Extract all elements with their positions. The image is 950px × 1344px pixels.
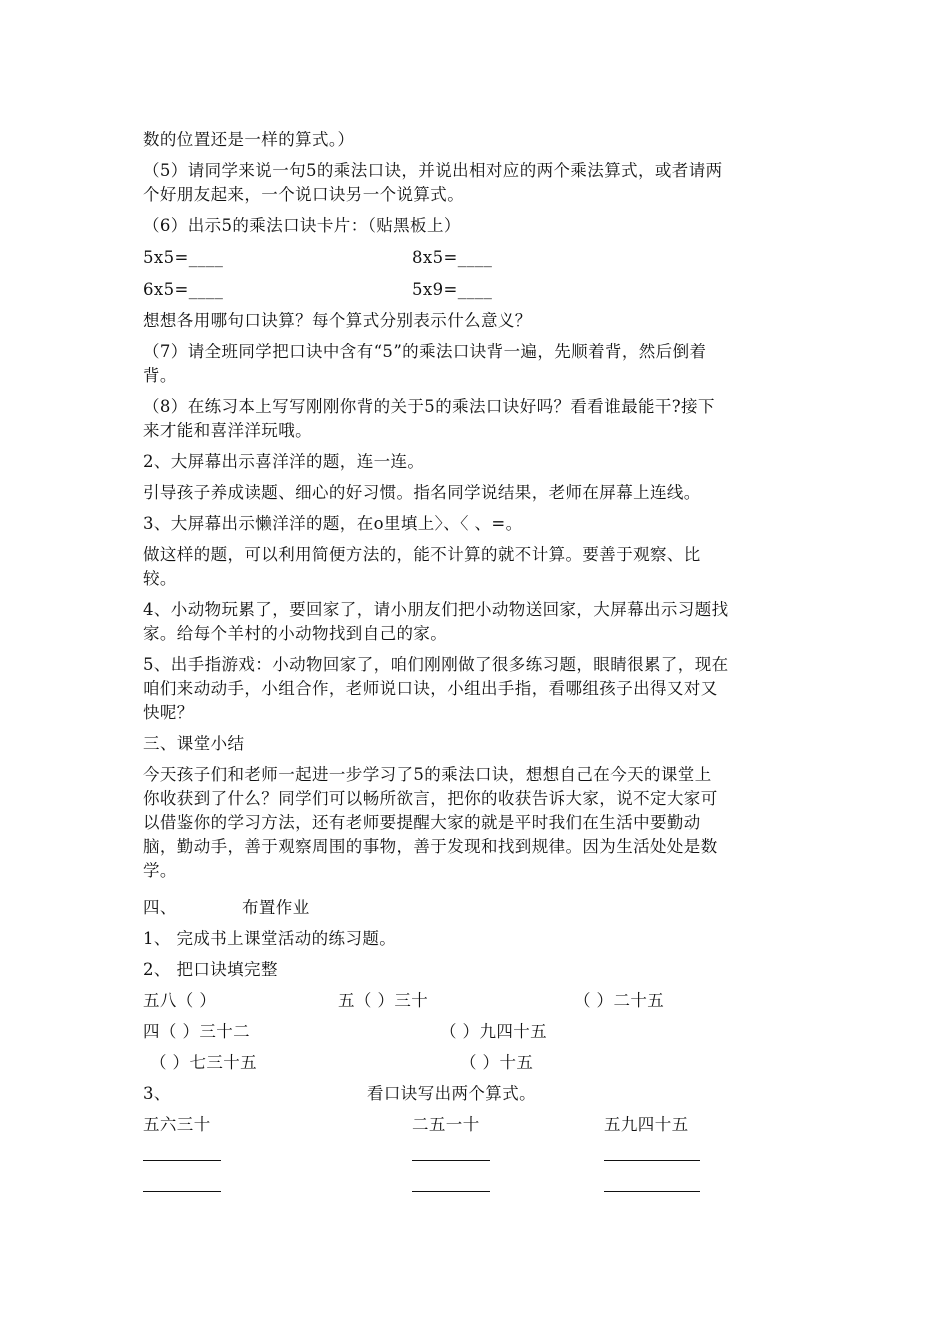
text-line: 脑，勤动手，善于观察周围的事物，善于发现和找到规律。因为生活处处是数	[143, 837, 718, 856]
fill-item: （ ）二十五	[574, 991, 665, 1010]
rhyme-label: 五六三十	[143, 1115, 211, 1134]
text-line: 2、大屏幕出示喜洋洋的题，连一连。	[143, 452, 425, 471]
section-number: 四、	[143, 898, 177, 917]
answer-blank[interactable]	[412, 1146, 490, 1161]
rhyme-label: 二五一十	[412, 1115, 480, 1134]
equation: 8x5=____	[412, 248, 493, 267]
equation: 6x5=____	[143, 280, 224, 299]
text-line: 1、 完成书上课堂活动的练习题。	[143, 929, 397, 948]
answer-blank[interactable]	[143, 1177, 221, 1192]
text-line: 快呢？	[143, 703, 194, 722]
task-text: 看口诀写出两个算式。	[367, 1084, 536, 1103]
fill-item: （ ）九四十五	[440, 1022, 548, 1041]
fill-item: 四（ ）三十二	[143, 1022, 251, 1041]
fill-item: 五八（ ）	[143, 991, 217, 1010]
text-line: 4、小动物玩累了，要回家了，请小朋友们把小动物送回家，大屏幕出示习题找	[143, 600, 729, 619]
text-line: （7）请全班同学把口诀中含有“5”的乘法口诀背一遍，先顺着背，然后倒着	[143, 342, 707, 361]
text-line: 数的位置还是一样的算式。）	[143, 130, 355, 149]
text-line: 3、大屏幕出示懒洋洋的题，在o里填上〉、〈 、=。	[143, 514, 523, 533]
text-line: 家。给每个羊村的小动物找到自己的家。	[143, 624, 448, 643]
text-line: 学。	[143, 861, 177, 880]
equation: 5x5=____	[143, 248, 224, 267]
section-heading: 三、课堂小结	[143, 734, 245, 753]
text-line: 以借鉴你的学习方法，还有老师要提醒大家的就是平时我们在生活中要勤动	[143, 813, 701, 832]
answer-blank[interactable]	[412, 1177, 490, 1192]
section-number: 3、	[143, 1084, 171, 1103]
fill-item: （ ）十五	[460, 1053, 534, 1072]
text-line: 想想各用哪句口诀算？每个算式分别表示什么意义？	[143, 311, 532, 330]
text-line: 2、 把口诀填完整	[143, 960, 278, 979]
text-line: 做这样的题，可以利用简便方法的，能不计算的就不计算。要善于观察、比	[143, 545, 701, 564]
text-line: 5、出手指游戏：小动物回家了，咱们刚刚做了很多练习题，眼睛很累了，现在	[143, 655, 729, 674]
answer-blank[interactable]	[604, 1146, 700, 1161]
answer-blank[interactable]	[604, 1177, 700, 1192]
answer-blank[interactable]	[143, 1146, 221, 1161]
text-line: 来才能和喜洋洋玩哦。	[143, 421, 312, 440]
text-line: （6）出示5的乘法口诀卡片：（贴黑板上）	[143, 216, 461, 235]
text-line: （8）在练习本上写写刚刚你背的关于5的乘法口诀好吗？看看谁最能干?接下	[143, 397, 715, 416]
text-line: 咱们来动动手，小组合作，老师说口诀，小组出手指，看哪组孩子出得又对又	[143, 679, 718, 698]
text-line: 个好朋友起来，一个说口诀另一个说算式。	[143, 185, 465, 204]
fill-item: （ ）七三十五	[150, 1053, 258, 1072]
section-heading: 布置作业	[242, 898, 310, 917]
text-line: 今天孩子们和老师一起进一步学习了5的乘法口诀，想想自己在今天的课堂上	[143, 765, 712, 784]
text-line: 引导孩子养成读题、细心的好习惯。指名同学说结果，老师在屏幕上连线。	[143, 483, 701, 502]
text-line: 你收获到了什么？同学们可以畅所欲言，把你的收获告诉大家，说不定大家可	[143, 789, 718, 808]
equation: 5x9=____	[412, 280, 493, 299]
fill-item: 五（ ）三十	[338, 991, 429, 1010]
rhyme-label: 五九四十五	[604, 1115, 689, 1134]
text-line: 较。	[143, 569, 177, 588]
text-line: 背。	[143, 366, 177, 385]
text-line: （5）请同学来说一句5的乘法口诀，并说出相对应的两个乘法算式，或者请两	[143, 161, 723, 180]
